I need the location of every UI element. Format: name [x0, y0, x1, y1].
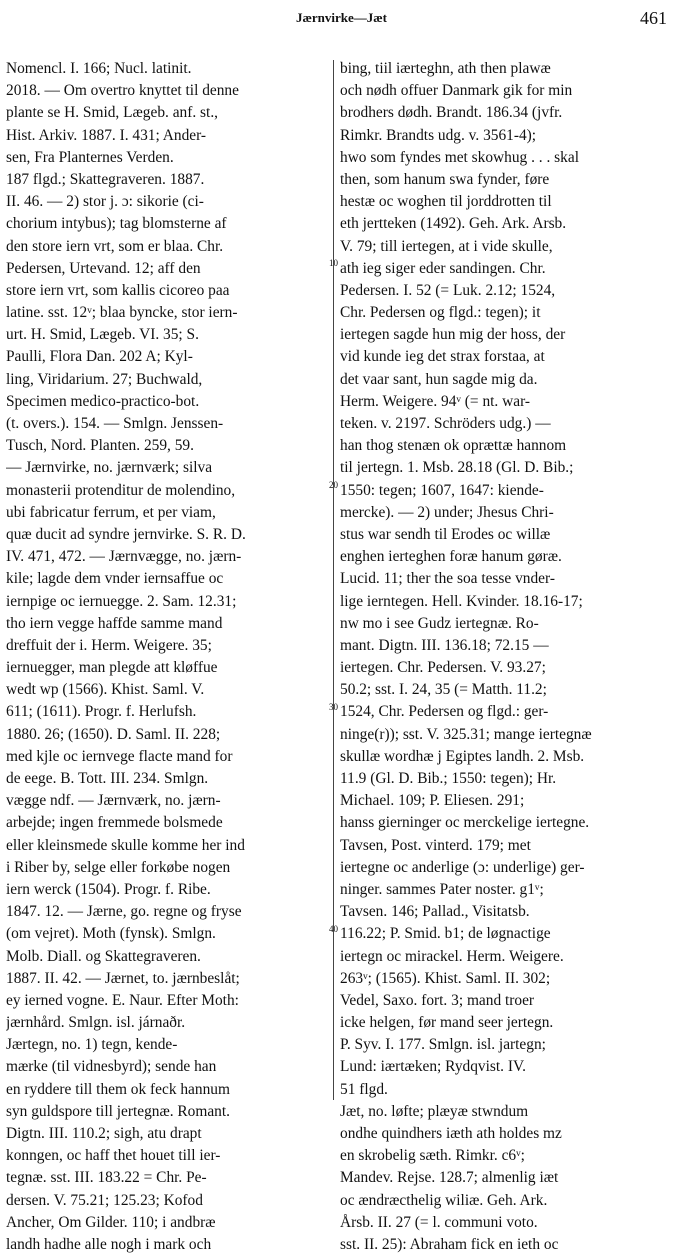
left-column: [6, 58, 324, 1256]
text-line: hwo som fyndes met skowhug . . . skal: [340, 148, 579, 166]
text-line: urt. H. Smid, Lægeb. VI. 35; S.: [6, 326, 199, 344]
text-line: ondhe quindhers iæth ath holdes mz: [340, 1125, 562, 1142]
text-line: 1524, Chr. Pedersen og flgd.: ger-: [340, 703, 549, 721]
text-line: 187 flgd.; Skattegraveren. 1887.: [6, 170, 205, 188]
text-line: Nomencl. I. 166; Nucl. latinit.: [6, 60, 192, 77]
text-line: och nødh offuer Danmark gik for min: [340, 82, 573, 100]
text-line: tho iern vegge haffde samme mand: [6, 614, 223, 632]
text-line: 2018. — Om overtro knyttet til denne: [6, 82, 239, 100]
text-line: quæ ducit ad syndre jernvirke. S. R. D.: [6, 525, 246, 543]
text-line: syn guldspore till jertegnæ. Romant.: [6, 1102, 230, 1120]
text-line: kile; lagde dem vnder iernsaffue oc: [6, 570, 224, 588]
text-line: store iern vrt, som kallis cicoreo paa: [6, 281, 230, 299]
text-line: II. 46. — 2) stor j. ɔ: sikorie (ci-: [6, 193, 204, 211]
text-line: tegnæ. sst. III. 183.22 = Chr. Pe-: [6, 1169, 207, 1187]
text-line: ath ieg siger eder sandingen. Chr.: [340, 259, 546, 277]
text-line: landh hadhe alle nogh i mark och: [6, 1235, 212, 1253]
text-line: Jæt, no. løfte; plæyæ stwndum: [340, 1102, 529, 1120]
line-number-40: 40: [329, 924, 338, 934]
text-line: iertegn oc mirackel. Herm. Weigere.: [340, 947, 564, 965]
text-line: 1550: tegen; 1607, 1647: kiende-: [340, 481, 544, 499]
text-line: Michael. 109; P. Eliesen. 291;: [340, 792, 525, 810]
text-line: vægge ndf. — Jærnværk, no. jærn-: [6, 792, 221, 810]
text-line: 263ᵛ; (1565). Khist. Saml. II. 302;: [340, 969, 551, 987]
text-line: P. Syv. I. 177. Smlgn. isl. jartegn;: [340, 1036, 546, 1054]
text-line: Lund: iærtæken; Rydqvist. IV.: [340, 1058, 526, 1076]
text-line: oc ændræcthelig wiliæ. Geh. Ark.: [340, 1191, 548, 1209]
text-line: Ancher, Om Gilder. 110; i andbræ: [6, 1213, 216, 1231]
text-line: Pedersen, Urtevand. 12; aff den: [6, 259, 201, 277]
text-line: chorium intybus); tag blomsterne af: [6, 215, 227, 233]
text-line: Tavsen, Post. vinterd. 179; met: [340, 836, 531, 854]
text-line: iernpige oc iernuegge. 2. Sam. 12.31;: [6, 592, 237, 610]
text-line: Tavsen. 146; Pallad., Visitatsb.: [340, 903, 530, 921]
text-line: hestæ oc woghen til jorddrotten til: [340, 193, 552, 211]
text-line: Chr. Pedersen og flgd.: tegen); it: [340, 304, 541, 322]
text-line: mercke). — 2) under; Jhesus Chri-: [340, 503, 554, 521]
text-line: i Riber by, selge eller forkøbe nogen: [6, 858, 231, 876]
text-line: 11.9 (Gl. D. Bib.; 1550: tegen); Hr.: [340, 770, 557, 787]
text-line: skullæ wordhæ j Egiptes landh. 2. Msb.: [340, 747, 585, 765]
text-line: mant. Digtn. III. 136.18; 72.15 —: [340, 636, 549, 654]
text-line: wedt wp (1566). Khist. Saml. V.: [6, 681, 205, 699]
text-line: 51 flgd.: [340, 1080, 388, 1098]
text-line: plante se H. Smid, Lægeb. anf. st.,: [6, 104, 219, 122]
text-line: nw mo i see Gudz iertegnæ. Ro-: [340, 614, 539, 632]
text-line: det vaar sant, hun sagde mig da.: [340, 370, 538, 388]
text-line: Lucid. 11; ther the soa tesse vnder-: [340, 570, 555, 588]
text-line: ey ierned vogne. E. Naur. Efter Moth:: [6, 991, 239, 1009]
line-number-20: 20: [329, 480, 338, 490]
page-header: [0, 8, 683, 32]
text-line: hanss gierninger oc merckelige iertegne.: [340, 814, 590, 832]
text-line: brodhers dødh. Brandt. 186.34 (jvfr.: [340, 104, 563, 122]
line-number-10: 10: [329, 258, 338, 268]
text-line: enghen ierteghen foræ hanum gøræ.: [340, 548, 562, 566]
text-line: mærke (til vidnesbyrd); sende han: [6, 1058, 217, 1076]
text-line: icke helgen, før mand seer jertegn.: [340, 1014, 554, 1032]
text-line: — Jærnvirke, no. jærnværk; silva: [6, 459, 213, 477]
text-line: stus war sendh til Erodes oc willæ: [340, 525, 551, 543]
text-line: dersen. V. 75.21; 125.23; Kofod: [6, 1191, 203, 1209]
text-line: monasterii protenditur de molendino,: [6, 481, 236, 499]
text-line: iernuegger, man plegde att kløffue: [6, 659, 218, 677]
page-number: 461: [640, 8, 667, 28]
text-line: V. 79; till iertegen, at i vide skulle,: [340, 237, 553, 255]
text-line: bing, tiil iærteghn, ath then plawæ: [340, 60, 551, 77]
text-line: arbejde; ingen fremmede bolsmede: [6, 814, 223, 832]
text-line: konngen, oc haff thet houet till ier-: [6, 1147, 221, 1165]
column-divider: [333, 60, 334, 1100]
text-line: eller kleinsmede skulle komme her ind: [6, 836, 245, 854]
text-line: 116.22; P. Smid. b1; de løgnactige: [340, 925, 551, 943]
text-line: iertegen. Chr. Pedersen. V. 93.27;: [340, 659, 546, 677]
text-line: latine. sst. 12ᵛ; blaa byncke, stor iern-: [6, 304, 238, 322]
text-line: sen, Fra Planternes Verden.: [6, 148, 174, 166]
text-line: iern werck (1504). Progr. f. Ribe.: [6, 880, 211, 898]
text-line: (om vejret). Moth (fynsk). Smlgn.: [6, 925, 216, 943]
text-line: ubi fabricatur ferrum, et per viam,: [6, 503, 216, 521]
text-line: 1847. 12. — Jærne, go. regne og fryse: [6, 903, 242, 921]
text-line: iertegne oc anderlige (ɔ: underlige) ger-: [340, 858, 585, 876]
text-line: ling, Viridarium. 27; Buchwald,: [6, 370, 203, 388]
text-line: lige ierntegen. Hell. Kvinder. 18.16-17;: [340, 592, 583, 610]
text-line: jærnhård. Smlgn. isl. járnaðr.: [6, 1014, 186, 1032]
text-line: Pedersen. I. 52 (= Luk. 2.12; 1524,: [340, 281, 556, 299]
text-line: Årsb. II. 27 (= l. communi voto.: [340, 1213, 538, 1231]
text-line: de eege. B. Tott. III. 234. Smlgn.: [6, 770, 209, 787]
text-line: Digtn. III. 110.2; sigh, atu drapt: [6, 1125, 202, 1142]
text-line: 50.2; sst. I. 24, 35 (= Matth. 11.2;: [340, 681, 547, 699]
text-line: til jertegn. 1. Msb. 28.18 (Gl. D. Bib.;: [340, 459, 574, 477]
text-line: Molb. Diall. og Skattegraveren.: [6, 947, 201, 965]
text-line: ninge(r)); sst. V. 325.31; mange iertegnæ: [340, 725, 592, 743]
running-title: Jærnvirke—Jæt: [296, 10, 387, 25]
text-line: Mandev. Rejse. 128.7; almenlig iæt: [340, 1169, 559, 1187]
text-line: Rimkr. Brandts udg. v. 3561-4);: [340, 126, 537, 144]
text-line: Hist. Arkiv. 1887. I. 431; Ander-: [6, 126, 207, 144]
text-line: han thog stenæn ok oprættæ hannom: [340, 437, 567, 455]
text-line: en ryddere till them ok feck hannum: [6, 1080, 230, 1098]
text-line: Jærtegn, no. 1) tegn, kende-: [6, 1036, 178, 1054]
text-line: 611; (1611). Progr. f. Herlufsh.: [6, 703, 197, 721]
text-line: 1887. II. 42. — Jærnet, to. jærnbeslåt;: [6, 969, 240, 987]
text-line: Paulli, Flora Dan. 202 A; Kyl-: [6, 348, 193, 366]
text-line: dreffuit der i. Herm. Weigere. 35;: [6, 636, 212, 654]
text-line: vid kunde ieg det strax forstaa, at: [340, 348, 545, 366]
text-line: iertegen sagde hun mig der hoss, der: [340, 326, 566, 344]
text-line: teken. v. 2197. Schröders udg.) —: [340, 415, 551, 432]
text-line: med kjle oc iernvege flacte mand for: [6, 747, 233, 765]
line-number-30: 30: [329, 702, 338, 712]
text-line: Vedel, Saxo. fort. 3; mand troer: [340, 991, 535, 1009]
text-line: Herm. Weigere. 94ᵛ (= nt. war-: [340, 392, 531, 410]
text-line: then, som hanum swa fynder, føre: [340, 170, 550, 188]
text-line: Specimen medico-practico-bot.: [6, 392, 200, 410]
text-line: Tusch, Nord. Planten. 259, 59.: [6, 437, 194, 455]
right-column: [340, 58, 675, 1256]
text-line: sst. II. 25): Abraham fick en ieth oc: [340, 1235, 559, 1253]
text-line: den store iern vrt, som er blaa. Chr.: [6, 237, 224, 255]
text-line: eth jertteken (1492). Geh. Ark. Arsb.: [340, 215, 567, 233]
text-line: ninger. sammes Pater noster. g1ᵛ;: [340, 880, 544, 898]
text-line: IV. 471, 472. — Jærnvægge, no. jærn-: [6, 548, 242, 566]
text-line: (t. overs.). 154. — Smlgn. Jenssen-: [6, 415, 224, 432]
text-line: 1880. 26; (1650). D. Saml. II. 228;: [6, 725, 221, 743]
text-line: en skrobelig sæth. Rimkr. c6ᵛ;: [340, 1147, 525, 1165]
